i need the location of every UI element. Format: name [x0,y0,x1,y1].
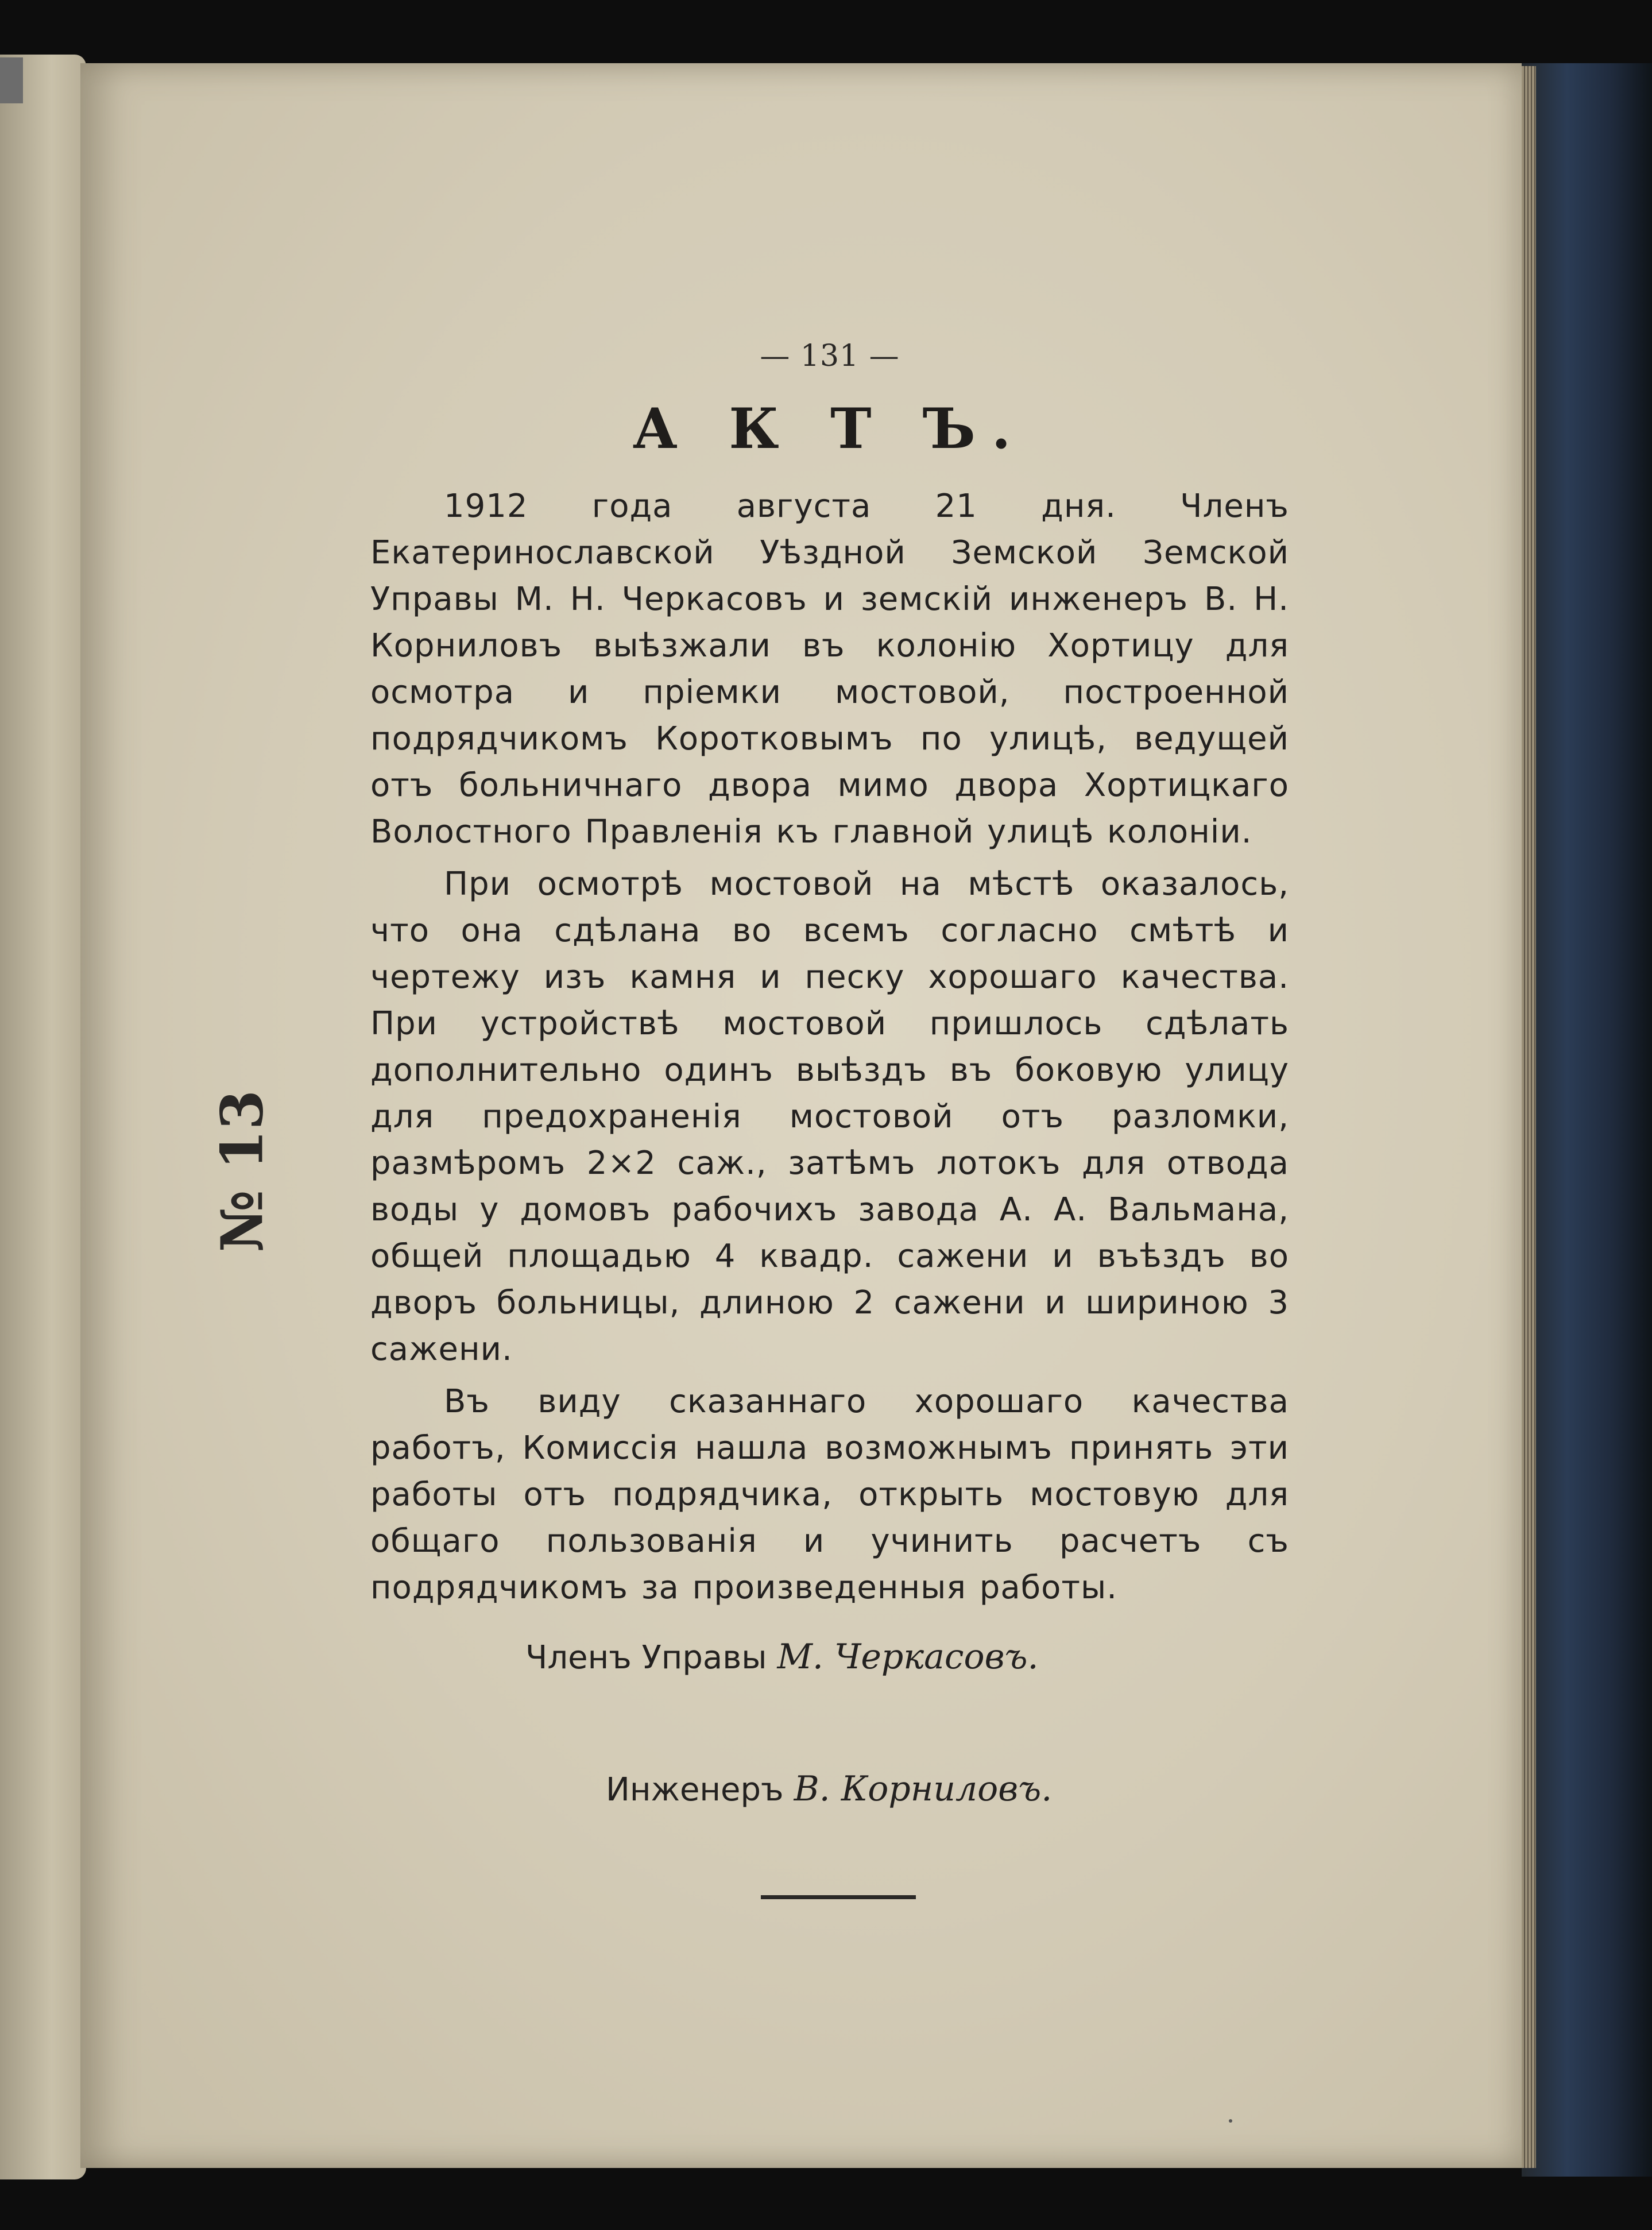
document-page [80,63,1522,2168]
page-content [370,339,1289,1809]
page-number: — 131 — [760,339,900,373]
signature-line-1 [525,1637,1039,1677]
left-page-edge [0,55,86,2179]
paragraph-1: 1912 года августа 21 дня. Членъ Екатеринославской Уѣздной Земской Земской Управы М. Н. Черкасовъ и земскій инженеръ В. Н. Корниловъ выѣзжали въ колонію Хортицу для осмотра и пріемки мостовой, построенной подрядчикомъ Коротковымъ по улицѣ, ведущей отъ больничнаго двора мимо двора Хортицкаго Волостного Правленія къ главной улицѣ колоніи. [370,488,1289,851]
signature-role-1: Членъ Управы [525,1639,767,1676]
document-title: А К Т Ъ. [632,396,1027,461]
signature-name-1: М. Черкасовъ. [777,1637,1039,1677]
paragraph-2: При осмотрѣ мостовой на мѣстѣ оказалось, что она сдѣлана во всемъ согласно смѣтѣ и чертежу изъ камня и песку хорошаго качества. При устройствѣ мостовой пришлось сдѣлать дополнительно одинъ выѣздъ въ боковую улицу для предохраненія мостовой отъ разломки, размѣромъ 2×2 саж., затѣмъ лотокъ для отвода воды у домовъ рабочихъ завода А. А. Вальмана, общей площадью 4 квадр. сажени и въѣздъ во дворъ больницы, длиною 2 сажени и шириною 3 сажени. [370,865,1289,1368]
signature-line-2 [606,1769,1052,1809]
book-cover-edge [1522,63,1652,2177]
spine-fragment [0,57,23,103]
signature-role-2: Инженеръ [606,1771,784,1808]
margin-stamp [184,1074,310,1253]
closing-rule [761,1895,916,1899]
pencil-dot [1229,2119,1232,2123]
stamp-number: № 13 [208,1089,276,1253]
paragraph-3: Въ виду сказаннаго хорошаго качества работъ, Комиссія нашла возможнымъ принять эти работы отъ подрядчика, открыть мостовую для общаго пользованія и учинить расчетъ съ подрядчикомъ за произведенныя работы. [370,1383,1289,1606]
signature-name-2: В. Корниловъ. [794,1769,1053,1809]
